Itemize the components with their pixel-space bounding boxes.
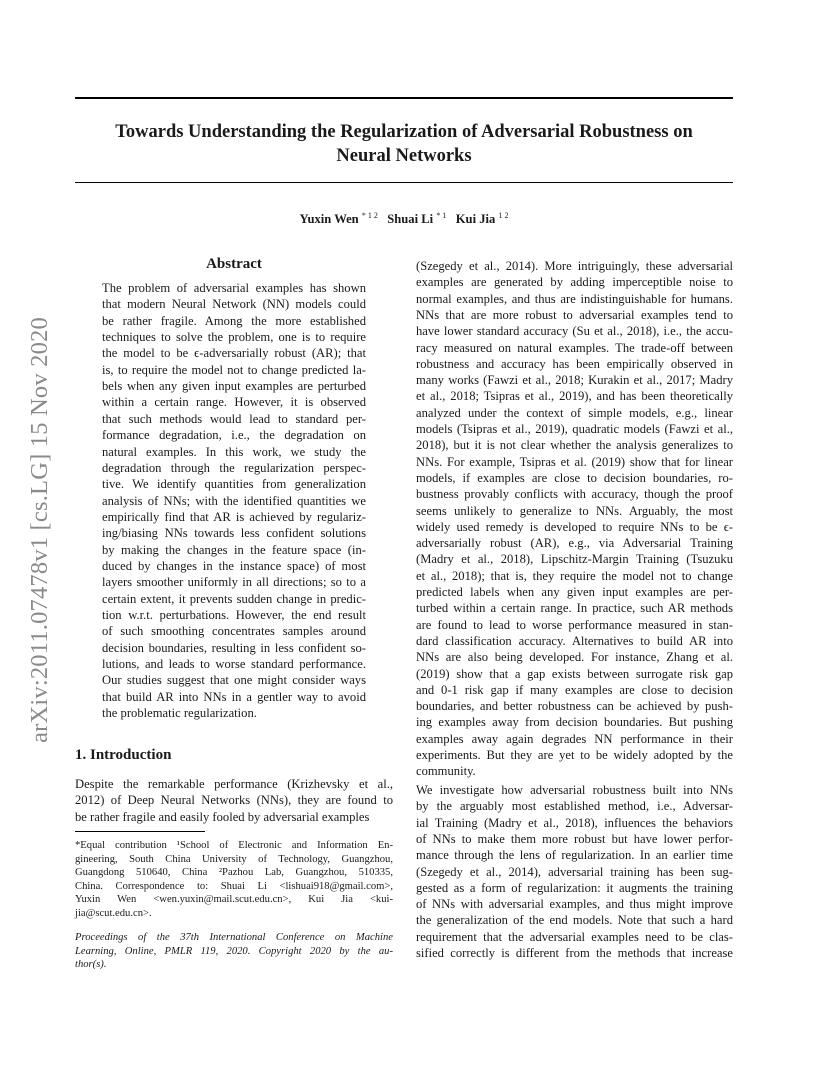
paragraph-line: community. bbox=[416, 764, 476, 779]
paragraph-line: mance through the lens of regularization. In an earlier time bbox=[416, 848, 733, 863]
abstract-line: natural examples. In this work, we study the bbox=[102, 444, 366, 459]
footnote-line: Yuxin Wen <wen.yuxin@mail.scut.edu.cn>, Kui Jia <kui- bbox=[75, 894, 393, 906]
paragraph-line: experiments. But they are yet to be widely adopted by the bbox=[416, 748, 733, 762]
paragraph-line: et al., 2018); that is, they require the model not to change bbox=[416, 568, 733, 583]
paragraph-line: requirement that the adversarial examples need to be clas- bbox=[416, 929, 733, 944]
abstract-line: tive. We identify quantities from generalization bbox=[102, 477, 366, 492]
paragraph-line: 2018), but it is not clear whether the analysis generalizes to bbox=[416, 438, 733, 453]
paragraph-line: models, if examples are close to decision boundaries, ro- bbox=[416, 470, 733, 485]
abstract-line: duced by changes in the instance space) of most bbox=[102, 558, 366, 573]
paragraph-line: the generalization of the end models. Note that such a hard bbox=[416, 913, 733, 928]
paragraph-line: (Szegedy et al., 2014). More intriguingly, these adversarial bbox=[416, 259, 733, 273]
intro-line: 2012) of Deep Neural Networks (NNs), they are found to bbox=[75, 793, 393, 808]
author-affiliation: * 1 bbox=[436, 211, 447, 220]
abstract-line: analysis of NNs; with the identified quantities we bbox=[102, 493, 366, 508]
abstract-line: that modern Neural Network (NN) models could bbox=[102, 297, 366, 312]
title-top-rule bbox=[75, 97, 733, 99]
paragraph-line: NNs. For example, Tsipras et al. (2019) show that for linear bbox=[416, 454, 733, 469]
intro-line: be rather fragile and easily fooled by adversarial examples bbox=[75, 809, 370, 824]
proceedings-line: thor(s). bbox=[75, 959, 107, 971]
footnote-line: Guangdong 510640, China ²Pazhou Lab, Guangzhou, 510335, bbox=[75, 867, 393, 879]
arxiv-stamp bbox=[10, 298, 70, 762]
author-affiliation: 1 2 bbox=[498, 211, 509, 220]
footnote-line: gineering, South China University of Technology, Guangzhou, bbox=[75, 853, 393, 865]
author-name: Kui Jia bbox=[455, 212, 496, 227]
paragraph-line: have lower standard accuracy (Su et al., 2018), i.e., the accu- bbox=[416, 324, 733, 339]
abstract-line: of such smoothing concentrates samples around bbox=[102, 624, 366, 639]
paragraph-line: of NNs with adversarial examples, and thus might improve bbox=[416, 897, 733, 912]
proceedings-line: Proceedings of the 37th International Conference on Machine bbox=[75, 932, 393, 943]
paragraph-line: sified correctly is different from the methods that increase bbox=[416, 946, 733, 960]
paragraph-line: ing examples away from decision boundaries. But pushing bbox=[416, 715, 733, 730]
paragraph-line: robustness and accuracy has been empirically observed in bbox=[416, 356, 733, 371]
abstract-line: within a certain range. However, it is observed bbox=[102, 395, 366, 410]
abstract-line: lutions, and leads to worse standard performance. bbox=[102, 657, 366, 672]
abstract-line: by making the changes in the feature space (in- bbox=[102, 542, 366, 557]
abstract-line: formance degradation, i.e., the degradation on bbox=[102, 428, 366, 443]
paragraph-line: widely used remedy is developed to require NNs to be ϵ- bbox=[416, 519, 733, 534]
paragraph-line: (2019) show that a gap exists between surrogate risk gap bbox=[416, 666, 733, 681]
author-name: Shuai Li bbox=[387, 212, 434, 227]
paragraph-line: et al., 2018; Tsipras et al., 2019), and has been theoretically bbox=[416, 389, 733, 404]
arxiv-id: arXiv:2011.07478v1 [cs.LG] 15 Nov 2020 bbox=[26, 317, 53, 743]
abstract-line: the problematic regularization. bbox=[102, 706, 257, 721]
abstract-line: layers smoother uniformly in all directions; so to a bbox=[102, 575, 366, 590]
paragraph-line: analyzed under the context of simple models, e.g., linear bbox=[416, 405, 733, 420]
abstract-heading: Abstract bbox=[206, 256, 262, 272]
abstract-line: techniques to solve the problem, one is to require bbox=[102, 330, 366, 345]
footnote-line: China. Correspondence to: Shuai Li <lishuai918@gmail.com>, bbox=[75, 880, 393, 892]
abstract-line: that build AR into NNs in a gentler way to avoid bbox=[102, 689, 366, 704]
abstract-line: The problem of adversarial examples has shown bbox=[102, 281, 366, 295]
paragraph-line: gested as a form of regularization: it augments the training bbox=[416, 880, 733, 895]
paragraph-line: examples are generated by adding imperceptible noise to bbox=[416, 275, 733, 290]
footnote-line: *Equal contribution ¹School of Electronic and Information En- bbox=[75, 840, 393, 851]
paragraph-line: many works (Fawzi et al., 2018; Kurakin et al., 2017; Madry bbox=[416, 373, 733, 388]
paragraph-line: dard classification accuracy. Alternatives to build AR into bbox=[416, 633, 733, 648]
paragraph-line: NNs are also being developed. For instance, Zhang et al. bbox=[416, 650, 733, 665]
abstract-line: degradation through the regularization perspec- bbox=[102, 460, 366, 475]
section-heading-introduction: 1. Introduction bbox=[75, 747, 172, 763]
paragraph-line: by the arguably most established method, i.e., Adversar- bbox=[416, 799, 733, 814]
title-bottom-rule bbox=[75, 182, 733, 183]
paragraph-line: adversarially robust (AR), e.g., via Adversarial Training bbox=[416, 536, 733, 551]
footnote-rule bbox=[75, 831, 205, 832]
abstract-line: ing/biasing NNs towards less confident solutions bbox=[102, 526, 366, 541]
author-affiliation: * 1 2 bbox=[361, 211, 378, 220]
paragraph-line: seems unlikely to generalize to NNs. Arguably, the most bbox=[416, 503, 733, 518]
paragraph-line: turbed within a certain range. In practice, such AR methods bbox=[416, 601, 733, 616]
paragraph-line: boundaries, and better robustness can be achieved by push- bbox=[416, 699, 733, 714]
footnote-line: jia@scut.edu.cn>. bbox=[75, 908, 152, 919]
abstract-line: be rather fragile. Among the more established bbox=[102, 313, 366, 328]
author-list bbox=[75, 211, 733, 227]
paragraph-line: and 0-1 risk gap if many examples are close to decision bbox=[416, 682, 733, 697]
proceedings-line: Learning, Online, PMLR 119, 2020. Copyright 2020 by the au- bbox=[75, 945, 393, 957]
paragraph-line: normal examples, and thus are indistinguishable for humans. bbox=[416, 291, 733, 306]
paragraph-line: NNs that are more robust to adversarial examples tend to bbox=[416, 307, 733, 322]
paragraph-line: ial Training (Madry et al., 2018), influences the behaviors bbox=[416, 815, 733, 830]
paragraph-line: predicted labels when any given input examples are per- bbox=[416, 585, 733, 599]
abstract-line: empirically find that AR is achieved by regulariz- bbox=[102, 509, 366, 524]
paragraph-line: of NNs to make them more robust but have lower perfor- bbox=[416, 831, 733, 846]
paragraph-line: We investigate how adversarial robustness built into NNs bbox=[416, 783, 733, 797]
title-line-1: Towards Understanding the Regularization of Adversarial Robustness on bbox=[115, 122, 693, 142]
paragraph-line: (Szegedy et al., 2014), adversarial training has been sug- bbox=[416, 864, 733, 879]
abstract-line: certain extent, it prevents sudden change in predic- bbox=[102, 591, 366, 606]
abstract-line: the model to be ϵ-adversarially robust (AR); that bbox=[102, 346, 366, 361]
paper-title bbox=[75, 120, 733, 168]
paragraph-line: models (Tsipras et al., 2019), quadratic models (Fawzi et al., bbox=[416, 422, 733, 436]
paragraph-line: racy measured on natural examples. The trade-off between bbox=[416, 340, 733, 355]
abstract-line: Our studies suggest that one might consider ways bbox=[102, 673, 366, 688]
title-line-2: Neural Networks bbox=[336, 146, 472, 166]
abstract-line: bels when any given input examples are perturbed bbox=[102, 379, 366, 394]
abstract-line: is, to require the model not to change predicted la- bbox=[102, 362, 366, 377]
author-name: Yuxin Wen bbox=[299, 212, 359, 227]
paragraph-line: (Madry et al., 2018), Lipschitz-Margin Training (Tsuzuku bbox=[416, 552, 733, 567]
intro-line: Despite the remarkable performance (Krizhevsky et al., bbox=[75, 777, 393, 791]
abstract-line: tion w.r.t. perturbations. However, the end result bbox=[102, 608, 366, 622]
abstract-line: decision boundaries, resulting in less confident so- bbox=[102, 640, 366, 655]
paragraph-line: are found to lead to worse performance measured in stan- bbox=[416, 617, 733, 632]
abstract-line: that such methods would lead to standard per- bbox=[102, 411, 366, 426]
paragraph-line: examples away again degrades NN performance in their bbox=[416, 731, 733, 746]
paragraph-line: bustness provably conflicts with accuracy, though the proof bbox=[416, 487, 733, 502]
